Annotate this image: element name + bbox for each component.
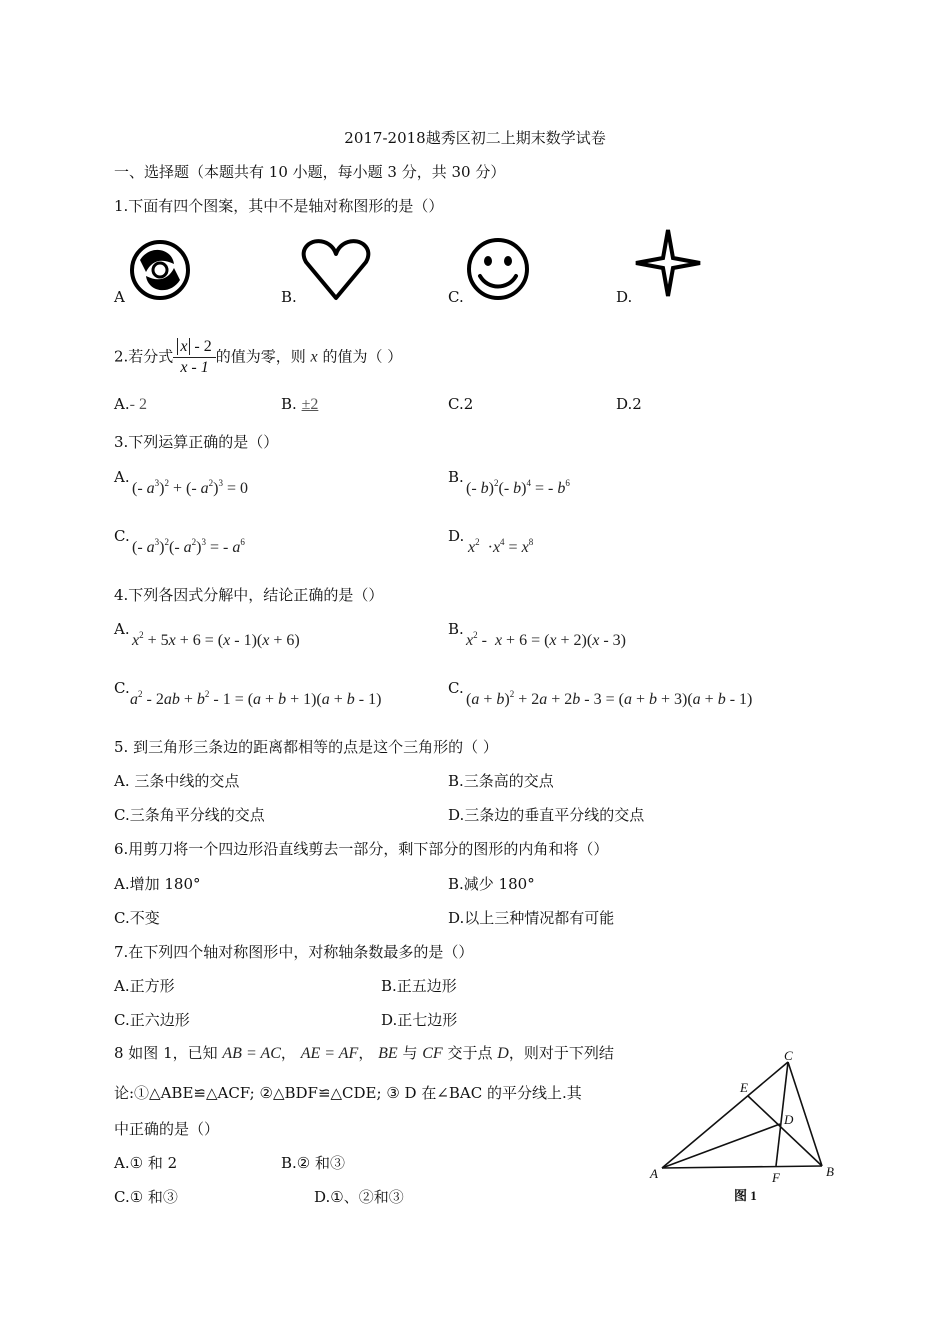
q2-denominator: x - 1	[180, 359, 209, 376]
q3-option-a-math: (- $a^3)^2$ + (- $a^2)^3 = 0$	[132, 478, 249, 497]
q5-option-d: D.三条边的垂直平分线的交点	[448, 806, 645, 824]
q4-option-b-math: $x^2 - x + 6 = (x + 2)(x - 3)$	[466, 630, 626, 649]
section-heading: 一、选择题（本题共有 10 小题，每小题 3 分，共 30 分）	[114, 163, 506, 181]
question-8-line-3: 中正确的是（）	[114, 1120, 220, 1138]
q6-option-a: A.增加 180°	[114, 875, 201, 893]
segment-ab	[662, 1166, 822, 1168]
q2-fraction	[173, 337, 215, 378]
q7-option-a: A.正方形	[114, 977, 175, 995]
figure-1-triangle	[646, 1046, 842, 1206]
q2-prefix: 2.若分式	[114, 347, 174, 366]
q3-option-d-math: $x^2 \cdot x^4 = x^8$	[468, 537, 534, 556]
q2-option-a: A.- 2	[114, 395, 147, 413]
q6-option-c: C.不变	[114, 909, 160, 927]
q6-option-d: D.以上三种情况都有可能	[448, 909, 615, 927]
q4-option-c-math: $a^2 - 2ab + b^2 - 1 = (a + b + 1)(a + b - 1)$	[130, 689, 382, 708]
q3-option-b-math: (- b)$^2$(- b)$^4$ = - $b^6$	[466, 478, 570, 497]
q4-option-c-label: C.	[114, 679, 130, 697]
q4-option-a-label: A.	[114, 620, 130, 638]
q8-math-d: D	[497, 1045, 509, 1062]
q2-abs-x: x	[180, 338, 188, 355]
q3-option-c-math: (- $a^3)^2(-$ $a^2)^3$ = - $a^6$	[132, 537, 245, 556]
q8-option-d: D.①、②和③	[314, 1188, 404, 1206]
point-label-f: F	[772, 1170, 780, 1185]
question-7-stem: 7.在下列四个轴对称图形中，对称轴条数最多的是（）	[114, 943, 474, 961]
yin-yang-like-icon	[128, 238, 194, 302]
question-4-stem: 4.下列各因式分解中，结论正确的是（）	[114, 586, 384, 604]
point-label-b: B	[826, 1164, 834, 1179]
point-label-a: A	[650, 1166, 658, 1181]
q7-option-d: D.正七边形	[381, 1011, 458, 1029]
question-3-stem: 3.下列运算正确的是（）	[114, 433, 279, 451]
q2-option-d: D.2	[616, 395, 642, 413]
question-8-line-1: 8 如图 1，已知 AB = AC， AE = AF， BE 与 CF 交于点 D，则对于下列结	[114, 1044, 614, 1062]
point-label-c: C	[784, 1048, 793, 1063]
q4-option-b-label: B.	[448, 620, 464, 638]
q8-math-ab-ac: AB = AC	[222, 1045, 281, 1062]
q5-option-b: B.三条高的交点	[448, 772, 554, 790]
q3-option-c-label: C.	[114, 527, 130, 545]
question-8-line-2: 论:①△ABE≌△ACF; ②△BDF≌△CDE; ③ D 在∠BAC 的平分线上.其	[114, 1084, 582, 1102]
question-2-stem	[114, 337, 402, 378]
q8-math-ae-af: AE = AF	[300, 1045, 359, 1062]
q4-option-a-math: $x^2 + 5x + 6 = (x - 1)(x + 6)$	[132, 630, 300, 649]
q5-option-c: C.三条角平分线的交点	[114, 806, 265, 824]
segment-ad	[662, 1124, 780, 1168]
q8-option-a: A.① 和 2	[114, 1154, 178, 1172]
question-6-stem: 6.用剪刀将一个四边形沿直线剪去一部分，剩下部分的图形的内角和将（）	[114, 840, 609, 858]
q4-option-d-math: $(a + b)^2 + 2a + 2b - 3 = (a + b + 3)(a + b - 1)$	[466, 689, 753, 708]
q2-middle: 的值为零，则	[215, 347, 306, 366]
q8-option-c: C.① 和③	[114, 1188, 178, 1206]
point-label-e: E	[740, 1080, 748, 1095]
page-title: 2017-2018越秀区初二上期末数学试卷	[344, 129, 606, 147]
q2-suffix: 的值为（ ）	[322, 347, 403, 366]
q4-option-d-label: C.	[448, 679, 464, 697]
figure-caption: 图 1	[734, 1188, 757, 1203]
q6-option-b: B.减少 180°	[448, 875, 535, 893]
q2-option-c: C.2	[448, 395, 474, 413]
q2-option-b: B. ±2	[281, 395, 319, 413]
q2-var: x	[310, 348, 318, 366]
question-5-stem: 5. 到三角形三条边的距离都相等的点是这个三角形的（ ）	[114, 738, 498, 756]
q1-option-d: D.	[616, 288, 633, 306]
q3-option-d-label: D.	[448, 527, 465, 545]
q8-option-b: B.② 和③	[281, 1154, 346, 1172]
q8-math-be: BE	[378, 1045, 398, 1062]
heart-icon	[300, 236, 372, 304]
q8-math-cf: CF	[422, 1045, 443, 1062]
question-1-stem: 1.下面有四个图案，其中不是轴对称图形的是（）	[114, 197, 444, 215]
q3-option-b-label: B.	[448, 468, 464, 486]
q1-option-b: B.	[281, 288, 297, 306]
q2-num-rest: - 2	[194, 338, 212, 355]
q5-option-a: A. 三条中线的交点	[114, 772, 240, 790]
four-point-star-icon	[634, 228, 702, 298]
q7-option-c: C.正六边形	[114, 1011, 190, 1029]
q1-option-c: C.	[448, 288, 464, 306]
q3-option-a-label: A.	[114, 468, 130, 486]
q7-option-b: B.正五边形	[381, 977, 457, 995]
point-label-d: D	[784, 1112, 794, 1127]
q1-option-a: A	[114, 288, 125, 306]
smiley-face-icon	[464, 236, 532, 302]
